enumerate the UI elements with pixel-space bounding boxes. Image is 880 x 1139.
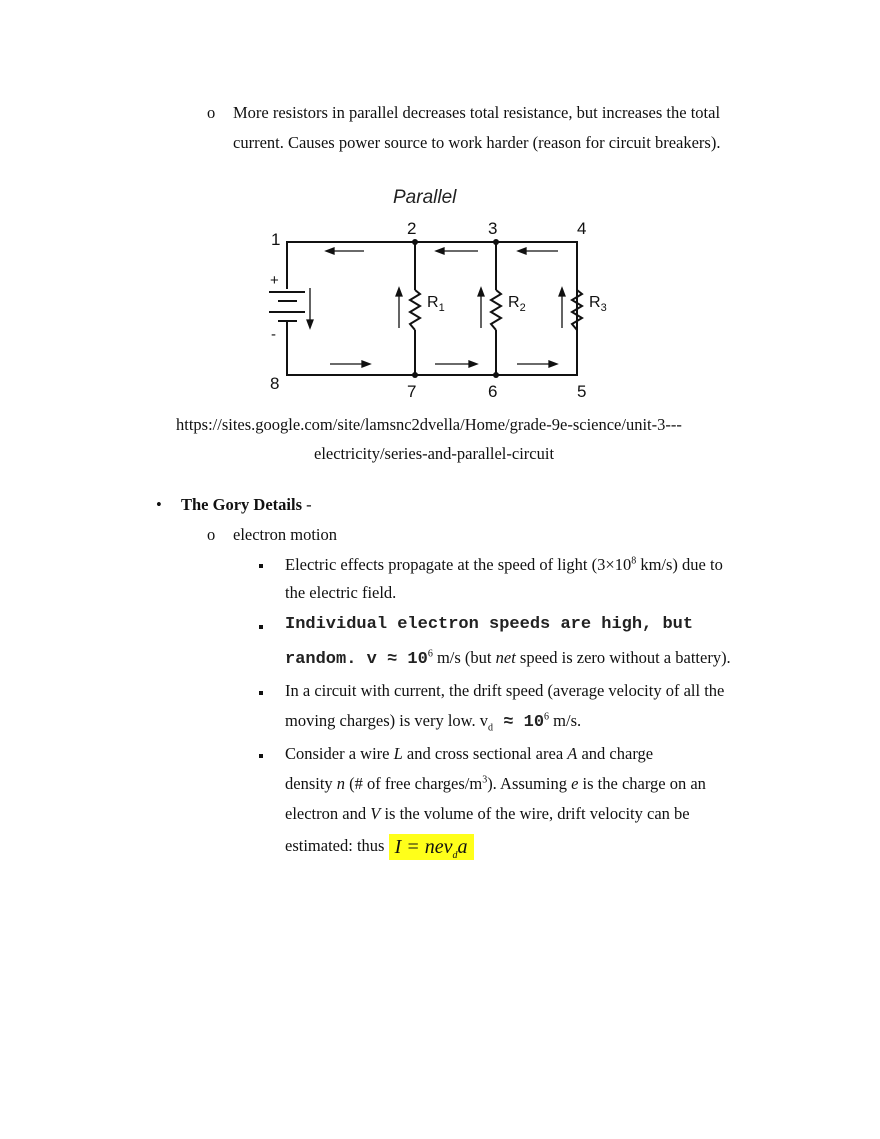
battery-plus: + (270, 272, 279, 289)
square-bullet (259, 754, 263, 758)
square-bullet (259, 625, 263, 629)
resistor-label-r3: $R_3$ (589, 294, 607, 314)
item-3-line-2: moving charges) is very low. $v_d \approx 10^6$ m/s. (285, 711, 582, 734)
battery-minus: - (271, 326, 276, 343)
figure-title: Parallel (393, 187, 457, 208)
bullet-o: o (207, 525, 216, 544)
battery-icon (269, 292, 305, 321)
junction-dots (412, 239, 499, 378)
node-label-6: 6 (488, 382, 498, 400)
item-1-line-1: Electric effects propagate at the speed of light ($3\times 10^8$ km/s) due to (285, 555, 723, 574)
node-label-7: 7 (407, 382, 417, 400)
node-label-4: 4 (577, 219, 587, 238)
resistor-r2 (491, 290, 501, 330)
bullet-dot: • (156, 495, 162, 514)
node-label-5: 5 (577, 382, 587, 400)
node-label-3: 3 (488, 219, 498, 238)
item-3-line-1: In a circuit with current, the drift speed (average velocity of all the (285, 681, 725, 700)
highlighted-equation: I = nev$_d$a (389, 834, 474, 860)
node-label-2: 2 (407, 219, 417, 238)
node-label-1: 1 (271, 230, 281, 249)
item-4-line-2: density n (# of free charges/$m^3$). Assuming e is the charge on an (285, 774, 706, 793)
square-bullet (259, 691, 263, 695)
item-1-line-2: the electric field. (285, 583, 397, 602)
item-4-line-1: Consider a wire L and cross sectional area A and charge (285, 744, 654, 763)
intro-line-2: current. Causes power source to work harder (reason for circuit breakers). (233, 133, 721, 152)
resistor-label-r2: $R_2$ (508, 294, 526, 314)
source-url-line-1[interactable]: https://sites.google.com/site/lamsnc2dvella/Home/grade-9e-science/unit-3--- (176, 415, 682, 434)
section-heading: The Gory Details - (181, 495, 312, 514)
square-bullet (259, 564, 263, 568)
bullet-o: o (207, 103, 216, 122)
parallel-circuit-diagram (250, 180, 630, 400)
item-4-line-4: estimated: thus I = nev$_d$a (285, 834, 474, 860)
item-4-line-3: electron and V is the volume of the wire, drift velocity can be (285, 804, 690, 823)
resistor-r1 (410, 290, 420, 330)
resistor-label-r1: $R_1$ (427, 294, 445, 314)
item-2-line-1: Individual electron speeds are high, but (285, 615, 694, 634)
subheading-electron-motion: electron motion (233, 525, 338, 544)
intro-line-1: More resistors in parallel decreases total resistance, but increases the total (233, 103, 721, 122)
source-url-line-2[interactable]: electricity/series-and-parallel-circuit (314, 444, 555, 463)
node-label-8: 8 (270, 374, 280, 393)
item-2-line-2: random. $v \approx 10^6$ m/s (but net speed is zero without a battery). (285, 648, 731, 669)
